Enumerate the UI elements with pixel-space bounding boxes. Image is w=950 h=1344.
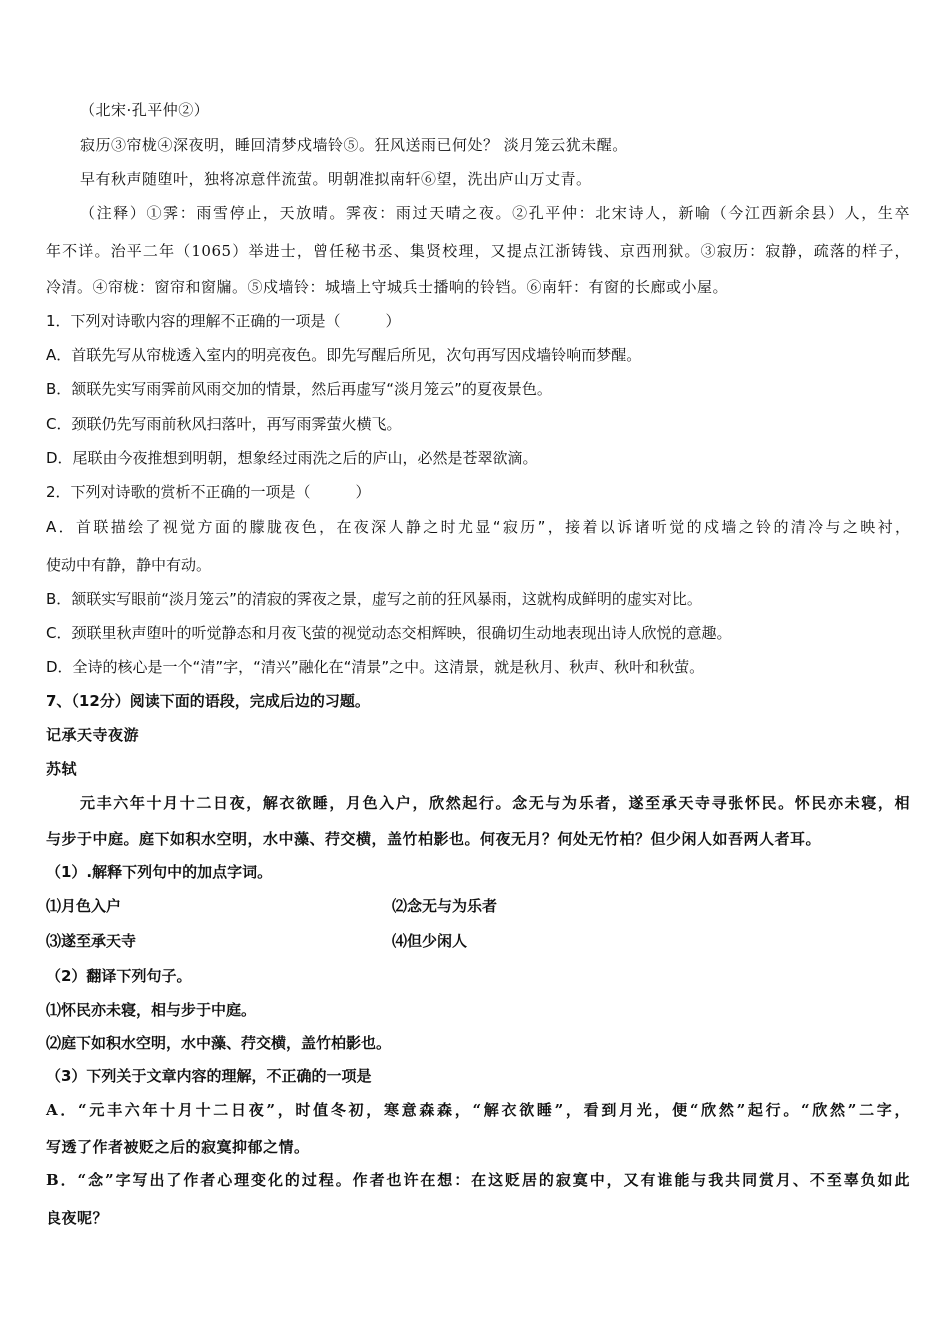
q1-option-d: D．尾联由今夜推想到明朝，想象经过雨洗之后的庐山，必然是苍翠欲滴。: [46, 449, 538, 467]
poem-note-3: 冷清。④帘栊：窗帘和窗牖。⑤戍墙铃：城墙上守城兵士播响的铃铛。⑥南轩：有窗的长廊或小屋。: [46, 278, 729, 296]
q7-sub3-stem: （3）下列关于文章内容的理解，不正确的一项是: [46, 1067, 372, 1085]
passage-title: 记承天寺夜游: [46, 726, 140, 744]
q1-option-a: A．首联先写从帘栊透入室内的明亮夜色。即先写醒后所见，次句再写因戍墙铃响而梦醒。: [46, 346, 642, 364]
q7-option-b-line-2: 良夜呢？: [46, 1209, 109, 1227]
q7-option-b-line-1: B．“念”字写出了作者心理变化的过程。作者也许在想：在这贬居的寂寞中，又有谁能与我共同赏月、不至辜负如此: [46, 1171, 910, 1189]
poem-author-line: （北宋·孔平仲②）: [80, 101, 210, 119]
q7-sub1-stem: （1）.解释下列句中的加点字词。: [46, 863, 273, 881]
poem-line-2: 早有秋声随堕叶，独将凉意伴流萤。明朝准拟南轩⑥望，洗出庐山万丈青。: [80, 170, 592, 188]
poem-note-1: （注释）①霁：雨雪停止，天放晴。霁夜：雨过天晴之夜。②孔平仲：北宋诗人，新喻（今江西新余县）人，生卒: [80, 204, 910, 222]
poem-line-1: 寂历③帘栊④深夜明，睡回清梦戍墙铃⑤。狂风送雨已何处？ 淡月笼云犹未醒。: [80, 136, 628, 154]
q7-word-3: ⑶遂至承天寺: [46, 932, 137, 950]
q2-option-d: D．全诗的核心是一个“清”字，“清兴”融化在“清景”之中。这清景，就是秋月、秋声、秋叶和秋萤。: [46, 658, 705, 676]
passage-text-line-2: 与步于中庭。庭下如积水空明，水中藻、荇交横，盖竹柏影也。何夜无月？何处无竹柏？但少闲人如吾两人者耳。: [46, 830, 822, 848]
q1-option-c: C．颈联仍先写雨前秋风扫落叶，再写雨霁萤火横飞。: [46, 415, 402, 433]
q2-option-a-line-2: 使动中有静，静中有动。: [46, 556, 212, 574]
q7-stem: 7、（12分）阅读下面的语段，完成后边的习题。: [46, 692, 370, 710]
q1-stem: 1．下列对诗歌内容的理解不正确的一项是（ ）: [46, 312, 401, 330]
q7-word-4: ⑷但少闲人: [392, 932, 468, 950]
q2-option-a-line-1: A．首联描绘了视觉方面的朦胧夜色，在夜深人静之时尤显“寂历”，接着以诉诸听觉的戍墙之铃的清冷与之映衬，: [46, 518, 910, 536]
q2-option-c: C．颈联里秋声堕叶的听觉静态和月夜飞萤的视觉动态交相辉映，很确切生动地表现出诗人欣悦的意趣。: [46, 624, 732, 642]
q2-option-b: B．颔联实写眼前“淡月笼云”的清寂的霁夜之景，虚写之前的狂风暴雨，这就构成鲜明的虚实对比。: [46, 590, 702, 608]
poem-note-2: 年不详。治平二年（1065）举进士，曾任秘书丞、集贤校理，又提点江浙铸钱、京西刑狱。③寂历：寂静，疏落的样子，: [46, 242, 910, 260]
q2-stem: 2．下列对诗歌的赏析不正确的一项是（ ）: [46, 483, 371, 501]
passage-text-line-1: 元丰六年十月十二日夜，解衣欲睡，月色入户，欣然起行。念无与为乐者，遂至承天寺寻张怀民。怀民亦未寝，相: [80, 794, 910, 812]
passage-author: 苏轼: [46, 760, 78, 778]
q7-translate-2: ⑵庭下如积水空明，水中藻、荇交横，盖竹柏影也。: [46, 1034, 392, 1052]
q7-word-1: ⑴月色入户: [46, 897, 122, 915]
q7-sub2-stem: （2）翻译下列句子。: [46, 967, 192, 985]
q1-option-b: B．颔联先实写雨霁前风雨交加的情景，然后再虚写“淡月笼云”的夏夜景色。: [46, 380, 552, 398]
q7-word-2: ⑵念无与为乐者: [392, 897, 498, 915]
q7-option-a-line-1: A．“元丰六年十月十二日夜”，时值冬初，寒意森森，“解衣欲睡”，看到月光，便“欣然”起行。“欣然”二字，: [46, 1101, 910, 1119]
q7-translate-1: ⑴怀民亦未寝，相与步于中庭。: [46, 1001, 257, 1019]
q7-option-a-line-2: 写透了作者被贬之后的寂寞抑郁之情。: [46, 1138, 310, 1156]
